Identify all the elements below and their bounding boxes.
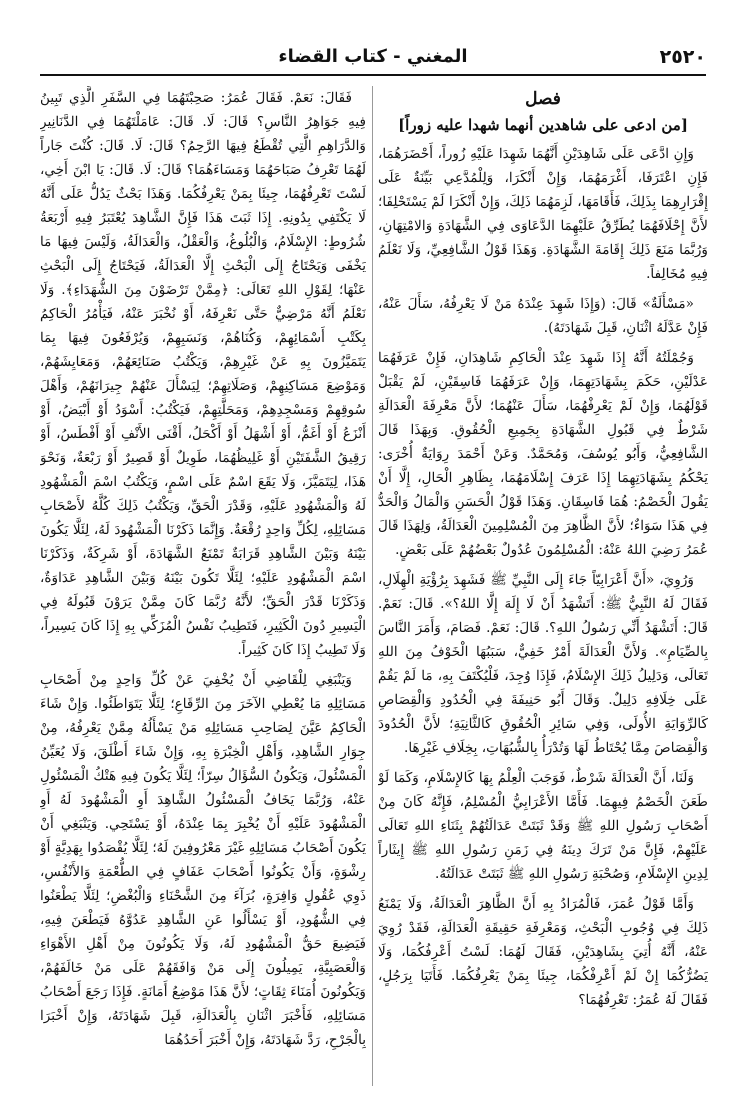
page-number: ٢٥٢٠ [659,46,706,68]
paragraph: فَقَالَ: نَعَمْ. فَقَالَ عُمَرُ: صَحِبْتَهُمَا فِي السَّفَرِ الَّذِي تَبِينُ فِيهِ جَوَاهِرُ النَّاسِ؟ قَالَ: لَا. قَالَ: عَامَلْتَهُمَا فِي الدَّنَانِيرِ وَالدَّرَاهِمِ الَّتِي تُقْطَعُ فِيهَا الرَّحِمُ؟ قَالَ: لَا. قَالَ: كُنْتَ جَاراً لَهُمَا تَعْرِفُ صَبَاحَهُمَا وَمَسَاءَهُمَا؟ قَالَ: لَا. قَالَ: يَا ابْنَ أَخِي، لَسْتَ تَعْرِفُهُمَا، جِيئَا بِمَنْ يَعْرِفُكُمَا. وَهَذَا بَحْثٌ يَدُلُّ عَلَى أَنَّهُ لَا يَكْتَفِي بِدُونِهِ. إِذَا ثَبَتَ هَذَا فَإِنَّ الشَّاهِدَ يُعْتَبَرُ فِيهِ أَرْبَعَةُ شُرُوطٍ: الإِسْلَامُ، وَالْبُلُوغُ، وَالْعَقْلُ، وَالْعَدَالَةُ، وَلَيْسَ فِيهَا مَا يَخْفَى وَيَحْتَاجُ إِلَى الْبَحْثِ إِلَّا الْعَدَالَةُ، فَيَحْتَاجُ إِلَى الْبَحْثِ عَنْهَا؛ لِقَوْلِ اللهِ تَعَالَى: ﴿مِمَّنْ تَرْضَوْنَ مِنَ الشُّهَدَاءِ﴾. وَلَا نَعْلَمُ أَنَّهُ مَرْضِيٌّ حَتَّى نَعْرِفَهُ، أَوْ نُخْبَرَ عَنْهُ، فَيَأْمُرُ الْحَاكِمُ بِكَتْبِ أَسْمَائِهِمْ، وَكُنَاهُمْ، وَنَسَبِهِمْ، وَيُرْفَعُونَ فِيهَا بِمَا يَتَمَيَّزُونَ بِهِ عَنْ غَيْرِهِمْ، وَيَكْتُبُ صَنَائِعَهُمْ، وَمَعَايِشَهُمْ، وَمَوْضِعَ مَسَاكِنِهِمْ، وَصَلَاتِهِمْ؛ لِيَسْأَلَ عَنْهُمْ جِيرَانَهُمْ، وَأَهْلَ سُوقِهِمْ وَمَسْجِدِهِمْ، وَمَحَلَّتِهِمْ، فَيَكْتُبُ: أَسْوَدُ أَوْ أَبْيَضُ، أَوْ أَنْزَعُ أَوْ أَغَمُّ، أَوْ أَشْهَلُ أَوْ أَكْحَلُ، أَقْنَى الأَنْفِ أَوْ أَفْطَسُ، أَوْ رَقِيقُ الشَّفَتَيْنِ أَوْ غَلِيظُهُمَا، طَوِيلٌ أَوْ قَصِيرٌ أَوْ رَبْعَةٌ، وَنَحْوَ هَذَا، لِيَتَمَيَّزَ، وَلَا يَقَعَ اسْمٌ عَلَى اسْمٍ، وَيَكْتُبُ اسْمَ الْمَشْهُودِ لَهُ وَالْمَشْهُودِ عَلَيْهِ، وَقَدْرَ الْحَقِّ، وَيَكْتُبُ ذَلِكَ كُلَّهُ لأَصْحَابِ مَسَائِلِهِ، لِكُلِّ وَاحِدٍ رُقْعَةٌ. وَإِنَّمَا ذَكَرْنَا الْمَشْهُودَ لَهُ، لِئَلَّا يَكُونَ بَيْنَهُ وَبَيْنَ الشَّاهِدِ قَرَابَةٌ تَمْنَعُ الشَّهَادَةَ، أَوْ شَرِكَةٌ، وَذَكَرْنَا اسْمَ الْمَشْهُودِ عَلَيْهِ؛ لِئَلَّا تَكُونَ بَيْنَهُ وَبَيْنَ الشَّاهِدِ عَدَاوَةٌ، وَذَكَرْنَا قَدْرَ الْحَقِّ؛ لأَنَّهُ رُبَّمَا كَانَ مِمَّنْ يَرَوْنَ قَبُولَهُ فِي الْيَسِيرِ دُونَ الْكَثِيرِ، فَتَطِيبُ نَفْسُ الْمُزَكِّي بِهِ إِذَا كَانَ يَسِيراً، وَلَا تَطِيبُ إِذَا كَانَ كَثِيراً. [40,90,366,658]
section-title: فصل [525,89,561,109]
page-header [40,44,706,76]
paragraph: وَأَمَّا قَوْلُ عُمَرَ، فَالْمُرَادُ بِهِ أَنَّ الظَّاهِرَ الْعَدَالَةُ، وَلَا يَمْنَعُ ذَلِكَ فِي وُجُوبِ الْبَحْثِ، وَمَعْرِفَةِ حَقِيقَةِ الْعَدَالَةِ، فَقَدْ رُوِيَ عَنْهُ، أَنَّهُ أُتِيَ بِشَاهِدَيْنِ، فَقَالَ لَهُمَا: لَسْتُ أَعْرِفُكُمَا، وَلَا يَضُرُّكُمَا إِنْ لَمْ أَعْرِفْكُمَا، جِيئَا بِمَنْ يَعْرِفُكُمَا. فَأَتَيَا بِرَجُلٍ، فَقَالَ لَهُ عُمَرُ: تَعْرِفُهُمَا؟ [378,896,708,1008]
column-divider [372,86,373,1086]
paragraph: وَيَنْبَغِي لِلْقَاضِي أَنْ يُخْفِيَ عَنْ كُلِّ وَاحِدٍ مِنْ أَصْحَابِ مَسَائِلِهِ مَا يُعْطِي الآخَرَ مِنَ الرِّقَاعِ؛ لِئَلَّا يَتَوَاطَئُوا. وَإِنْ شَاءَ الْحَاكِمُ عَيَّنَ لِصَاحِبِ مَسَائِلِهِ مَنْ يَسْأَلُهُ مِمَّنْ يَعْرِفُهُ، مِنْ جِوَارِ الشَّاهِدِ، وَأَهْلِ الْخِبْرَةِ بِهِ، وَإِنْ شَاءَ أَطْلَقَ، وَلَا يُعَيِّنُ الْمَسْئُولَ، وَيَكُونُ السُّؤَالُ سِرّاً؛ لِئَلَّا يَكُونَ فِيهِ هَتْكُ الْمَسْئُولِ عَنْهُ، وَرُبَّمَا يَخَافُ الْمَسْئُولُ الشَّاهِدَ أَوِ الْمَشْهُودَ لَهُ أَوِ الْمَشْهُودَ عَلَيْهِ أَنْ يُخْبِرَ بِمَا عِنْدَهُ، أَوْ يَسْتَحِي. وَيَنْبَغِي أَنْ يَكُونَ أَصْحَابُ مَسَائِلِهِ غَيْرَ مَعْرُوفِينَ لَهُ؛ لِئَلَّا يُقْصَدُوا بِهَدِيَّةٍ أَوْ رِشْوَةٍ، وَأَنْ يَكُونُوا أَصْحَابَ عَفَافٍ فِي الطُّعْمَةِ وَالأَنْفُسِ، ذَوِي عُقُولٍ وَافِرَةٍ، بُرَآءَ مِنَ الشَّحْنَاءِ وَالْبُغْضِ؛ لِئَلَّا يَطْعَنُوا فِي الشُّهُودِ، أَوْ يَسْأَلُوا عَنِ الشَّاهِدِ عَدُوَّهُ فَيَطْعَنَ فِيهِ، فَيَضِيعَ حَقُّ الْمَشْهُودِ لَهُ، وَلَا يَكُونُونَ مِنْ أَهْلِ الأَهْوَاءِ وَالْعَصَبِيَّةِ، يَمِيلُونَ إِلَى مَنْ وَافَقَهُمْ عَلَى مَنْ خَالَفَهُمْ، وَيَكُونُونَ أُمَنَاءَ ثِقَاتٍ؛ لأَنَّ هَذَا مَوْضِعُ أَمَانَةٍ. فَإِذَا رَجَعَ أَصْحَابُ مَسَائِلِهِ، فَأَخْبَرَ اثْنَانِ بِالْعَدَالَةِ، قَبِلَ شَهَادَتَهُ، وَإِنْ أَخْبَرَا بِالْجَرْحِ، رَدَّ شَهَادَتَهُ، وَإِنْ أَخْبَرَ أَحَدُهُمَا [40,672,366,1048]
running-title: المغني - كتاب القضاء [278,46,468,67]
left-column [40,86,366,1086]
section-subtitle: [من ادعى على شاهدين أنهما شهدا عليه زوراً] [398,116,688,134]
right-column [378,86,708,1086]
paragraph: وَإِنِ ادَّعَى عَلَى شَاهِدَيْنِ أَنَّهُمَا شَهِدَا عَلَيْهِ زُوراً، أَحْضَرَهُمَا، فَإِنِ اعْتَرَفَا، أَغْرَمَهُمَا، وَإِنْ أَنْكَرَا، وَلِلْمُدَّعِي بَيِّنَةٌ عَلَى إِقْرَارِهِمَا بِذَلِكَ، فَأَقَامَهَا، لَزِمَهُمَا ذَلِكَ، وَإِنْ أَنْكَرَا لَمْ يَسْتَحْلِفَا؛ لأَنَّ إِحْلَافَهُمَا يُطَرِّقُ عَلَيْهِمَا الدَّعَاوَى فِي الشَّهَادَةِ وَالامْتِهَانِ، وَرُبَّمَا مَنَعَ ذَلِكَ إِقَامَةَ الشَّهَادَةِ. وَهَذَا قَوْلُ الشَّافِعِيِّ، وَلَا نَعْلَمُ فِيهِ مُخَالِفاً. [378,146,708,282]
paragraph: وَرُوِيَ، «أَنَّ أَعْرَابِيّاً جَاءَ إِلَى النَّبِيِّ ﷺ فَشَهِدَ بِرُؤْيَةِ الْهِلَالِ، فَقَالَ لَهُ النَّبِيُّ ﷺ: أَتَشْهَدُ أَنْ لَا إِلَهَ إِلَّا اللهُ؟». قَالَ: نَعَمْ. قَالَ: أَتَشْهَدُ أَنِّي رَسُولُ اللهِ؟. قَالَ: نَعَمْ. فَصَامَ، وَأَمَرَ النَّاسَ بِالصِّيَامِ». وَلأَنَّ الْعَدَالَةَ أَمْرٌ خَفِيٌّ، سَبَبُهَا الْخَوْفُ مِنَ اللهِ تَعَالَى، وَدَلِيلُ ذَلِكَ الإِسْلَامُ، فَإِذَا وُجِدَ، فَلْيُكْتَفَ بِهِ، مَا لَمْ يَقُمْ عَلَى خِلَافِهِ دَلِيلٌ. وَقَالَ أَبُو حَنِيفَةَ فِي الْحُدُودِ وَالْقِصَاصِ كَالرِّوَايَةِ الأُولَى، وَفِي سَائِرِ الْحُقُوقِ كَالثَّانِيَةِ؛ لأَنَّ الْحُدُودَ وَالْقِصَاصَ مِمَّا يُحْتَاطُ لَهَا وَتُدْرَأُ بِالشُّبُهَاتِ، بِخِلَافِ غَيْرِهَا. [378,572,708,756]
paragraph: وَلَنَا، أَنَّ الْعَدَالَةَ شَرْطٌ، فَوَجَبَ الْعِلْمُ بِهَا كَالإِسْلَامِ، وَكَمَا لَوْ طَعَنَ الْخَصْمُ فِيهِمَا. فَأَمَّا الأَعْرَابِيُّ الْمُسْلِمُ، فَإِنَّهُ كَانَ مِنْ أَصْحَابِ رَسُولِ اللهِ ﷺ وَقَدْ ثَبَتَتْ عَدَالَتُهُمْ بِثَنَاءِ اللهِ تَعَالَى عَلَيْهِمْ، فَإِنَّ مَنْ تَرَكَ دِينَهُ فِي زَمَنِ رَسُولِ اللهِ ﷺ إِيثَاراً لِدِينِ الإِسْلَامِ، وَصُحْبَةِ رَسُولِ اللهِ ﷺ ثَبَتَتْ عَدَالَتُهُ. [378,770,708,882]
paragraph: «مَسْأَلَةٌ» قَالَ: (وَإِذَا شَهِدَ عِنْدَهُ مَنْ لَا يَعْرِفُهُ، سَأَلَ عَنْهُ، فَإِنْ عَدَّلَهُ اثْنَانِ، قَبِلَ شَهَادَتَهُ). [378,296,708,336]
paragraph: وَجُمْلَتُهُ أَنَّهُ إِذَا شَهِدَ عِنْدَ الْحَاكِمِ شَاهِدَانِ، فَإِنْ عَرَفَهُمَا عَدْلَيْنِ، حَكَمَ بِشَهَادَتِهِمَا، وَإِنْ عَرَفَهُمَا فَاسِقَيْنِ، لَمْ يَقْبَلْ قَوْلَهُمَا، وَإِنْ لَمْ يَعْرِفْهُمَا، سَأَلَ عَنْهُمَا؛ لأَنَّ مَعْرِفَةَ الْعَدَالَةِ شَرْطٌ فِي قَبُولِ الشَّهَادَةِ بِجَمِيعِ الْحُقُوقِ. وَبِهَذَا قَالَ الشَّافِعِيُّ، وَأَبُو يُوسُفَ، وَمُحَمَّدٌ. وَعَنْ أَحْمَدَ رِوَايَةٌ أُخْرَى: يَحْكُمُ بِشَهَادَتِهِمَا إِذَا عَرَفَ إِسْلَامَهُمَا، بِظَاهِرِ الْحَالِ، إِلَّا أَنْ يَقُولَ الْخَصْمُ: هُمَا فَاسِقَانِ. وَهَذَا قَوْلُ الْحَسَنِ وَالْمَالُ وَالْحَدُّ فِي هَذَا سَوَاءٌ؛ لأَنَّ الظَّاهِرَ مِنَ الْمُسْلِمِينَ الْعَدَالَةُ، وَلِهَذَا قَالَ عُمَرُ رَضِيَ اللهُ عَنْهُ: الْمُسْلِمُونَ عُدُولٌ بَعْضُهُمْ عَلَى بَعْضٍ. [378,350,708,558]
